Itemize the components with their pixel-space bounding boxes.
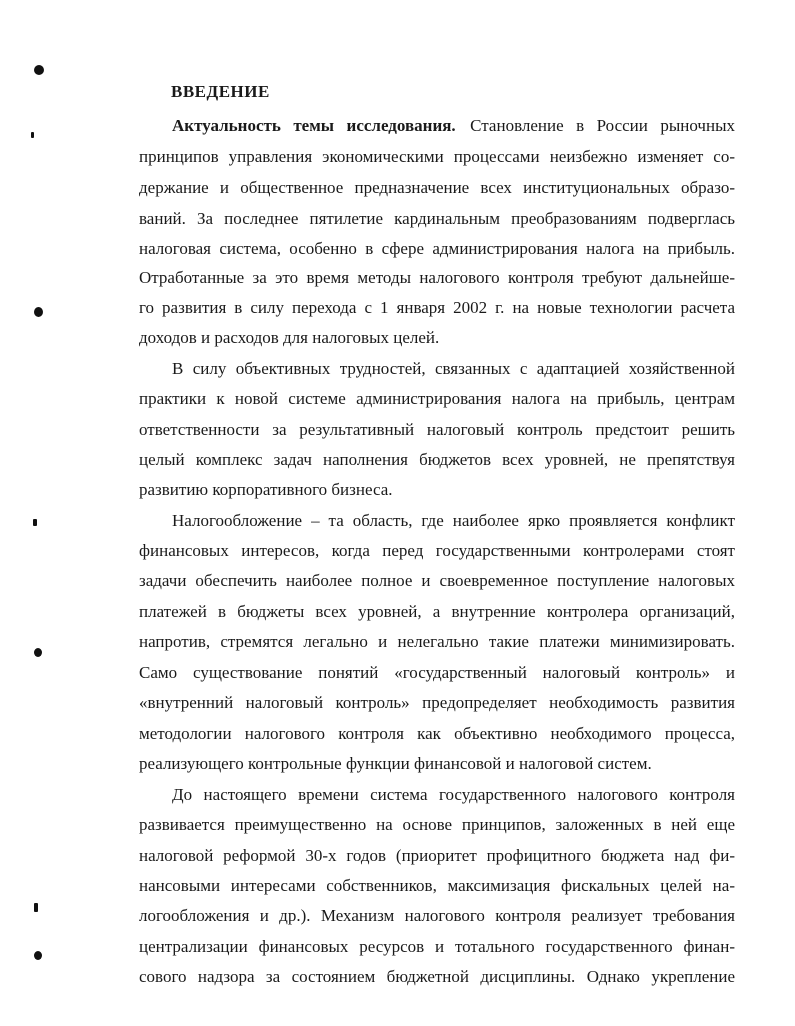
text-line: Налогообложение – та область, где наиболее ярко проявляется конфликт <box>172 511 735 530</box>
text-line: го развития в силу перехода с 1 января 2002 г. на новые технологии расчета <box>139 298 735 317</box>
text-line: сового надзора за состоянием бюджетной дисциплины. Однако укрепление <box>139 967 735 986</box>
text-line: доходов и расходов для налоговых целей. <box>139 328 440 347</box>
text-line: налоговая система, особенно в сфере администрирования налога на прибыль. <box>139 239 735 258</box>
text-line: держание и общественное предназначение всех институциональных образо- <box>139 178 735 197</box>
text-line: В силу объективных трудностей, связанных с адаптацией хозяйственной <box>172 359 735 378</box>
text-line: централизации финансовых ресурсов и тотального государственного финан- <box>139 937 735 956</box>
line-text: Становление в России рыночных <box>470 116 736 135</box>
text-line <box>172 114 735 138</box>
scan-mark <box>33 519 37 526</box>
text-line: практики к новой системе администрирования налога на прибыль, центрам <box>139 389 735 408</box>
text-line: Отработанные за это время методы налогового контроля требуют дальнейше- <box>139 268 735 287</box>
text-line: платежей в бюджеты всех уровней, а внутренние контролера организаций, <box>139 602 735 621</box>
text-line: До настоящего времени система государственного налогового контроля <box>172 785 735 804</box>
text-line: налоговой реформой 30-х годов (приоритет профицитного бюджета над фи- <box>139 846 735 865</box>
text-line: целый комплекс задач наполнения бюджетов всех уровней, не препятствуя <box>139 450 735 469</box>
text-line: Само существование понятий «государственный налоговый контроль» и <box>139 663 735 682</box>
scan-mark <box>31 132 34 138</box>
text-line: логообложения и др.). Механизм налогового контроля реализует требования <box>139 906 735 925</box>
scan-mark <box>34 951 42 960</box>
scan-mark <box>34 903 38 912</box>
text-line: напротив, стремятся легально и нелегально такие платежи минимизировать. <box>139 632 735 651</box>
text-line: ответственности за результативный налоговый контроль предстоит решить <box>139 420 735 439</box>
text-line: нансовыми интересами собственников, максимизация фискальных целей на- <box>139 876 735 895</box>
scan-mark <box>34 65 44 75</box>
text-line: реализующего контрольные функции финансовой и налоговой систем. <box>139 754 652 773</box>
text-line: «внутренний налоговый контроль» предопределяет необходимость развития <box>139 693 735 712</box>
text-line: задачи обеспечить наиболее полное и своевременное поступление налоговых <box>139 571 735 590</box>
text-line: финансовых интересов, когда перед государственными контролерами стоят <box>139 541 735 560</box>
scan-mark <box>34 307 43 317</box>
text-line: методологии налогового контроля как объективно необходимого процесса, <box>139 724 735 743</box>
text-line: развивается преимущественно на основе принципов, заложенных в ней еще <box>139 815 735 834</box>
text-line: развитию корпоративного бизнеса. <box>139 480 393 499</box>
scan-mark <box>34 648 42 657</box>
text-line: ваний. За последнее пятилетие кардинальным преобразованиям подверглась <box>139 209 735 228</box>
text-line: принципов управления экономическими процессами неизбежно изменяет со- <box>139 147 735 166</box>
section-heading: ВВЕДЕНИЕ <box>171 82 270 101</box>
lead-phrase: Актуальность темы исследования. <box>172 116 456 135</box>
